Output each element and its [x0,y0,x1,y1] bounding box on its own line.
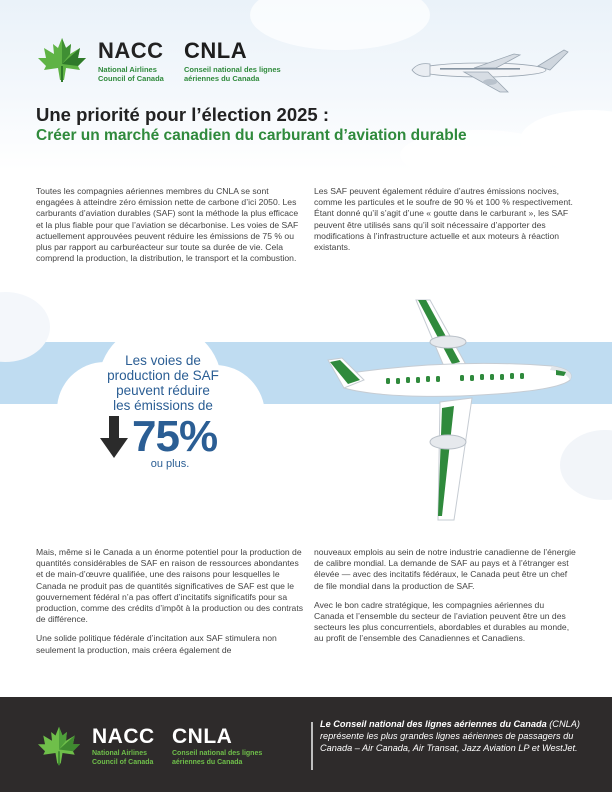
stat-figure [100,412,260,462]
airplane-illustration-small [404,48,572,94]
logo-name-en-line2: Council of Canada [98,73,164,83]
maple-leaf-icon [36,725,82,767]
logo-name-fr-line2: aériennes du Canada [184,73,260,83]
footer-logo-name-en-line2: Council of Canada [92,758,154,766]
footer-logo-name-en-line1: National Airlines [92,750,147,757]
logo-name-fr-line1: Conseil national des lignes [184,64,281,74]
stat-suffix: ou plus. [150,458,190,470]
intro-left-column [36,186,306,272]
footer-text: (CNLA) représente les plus grandes lignes aériennes de passagers du Canada – Air Canada, Air Transat, Jazz Aviation LP et WestJet. [320,719,580,753]
footer-logo-acronym-en: NACC [92,725,155,748]
body-left-paragraph-2: Une solide politique fédérale d’incitation aux SAF stimulera non seulement la production, mais créera également de [36,633,277,655]
footer-logo-acronym-fr: CNLA [172,725,233,748]
body-right-column [314,547,576,653]
body-right-paragraph-1: nouveaux emplois au sein de notre industrie canadienne de l’énergie de calibre mondial. La demande de SAF au pays et à l’étranger est élevée — avec des incitatifs fédéraux, le Canada peut être un chef de file mondial dans la production de SAF. [314,547,576,591]
body-right-paragraph-2: Avec le bon cadre stratégique, les compagnies aériennes du Canada et l’ensemble du secteur de l’aviation peuvent être un des secteurs les plus concurrentiels, abordables et durables au monde, au profit de l’ensemble des Canadiennes et Canadiens. [314,599,570,644]
stat-line-4: les émissions de [113,398,213,413]
stat-line-1: Les voies de [125,353,201,368]
logo-name-fr [184,65,281,83]
page-subtitle: Créer un marché canadien du carburant d’aviation durable [36,127,467,144]
intro-right-paragraph: Les SAF peuvent également réduire d’autres émissions nocives, comme les particules et le soufre de 90 % et 100 % respectivement. Étant donné qu’il s’agit d’une « goutte dans le carburant », les SAF peuvent être utilisés sans qu’il soit nécessaire d’apporter des modifications à l’infrastructure actuelle et aux moteurs à réaction existants. [314,186,573,253]
down-arrow-icon [100,416,128,458]
stat-value: 75% [132,412,218,461]
body-left-column [36,547,306,664]
footer-divider [311,722,313,770]
logo-acronym-en: NACC [98,37,164,63]
page-title: Une priorité pour l’élection 2025 : [36,104,329,125]
logo [36,36,281,84]
logo-name-en [98,65,184,83]
footer-description [320,718,582,754]
footer-logo-names [92,725,262,767]
stat-line-3: peuvent réduire [116,383,210,398]
stat-line-2: production de SAF [107,368,219,383]
maple-leaf-icon [36,36,88,84]
footer-lead: Le Conseil national des lignes aériennes du Canada [320,719,547,729]
intro-right-column [314,186,576,261]
logo-name-en-line1: National Airlines [98,64,157,74]
footer-logo-name-en [92,750,172,767]
intro-left-paragraph: Toutes les compagnies aériennes membres du CNLA se sont engagées à atteindre zéro émission nette de carbone d’ici 2050. Les carburants d’aviation durables (SAF) sont la méthode la plus efficace et la plus fiable pour que l’aviation se décarbonise. Les voies de SAF actuellement approuvées peuvent réduire les émissions de 75 % ou plus par rapport au carburéacteur sur toute sa durée de vie. Cela comprend la production, la distribution, le transport et la combustion. [36,186,299,264]
logo-acronym-fr: CNLA [184,37,248,63]
footer-logo-name-fr-line2: aériennes du Canada [172,758,243,766]
logo-names [98,38,281,83]
stat-text [88,353,238,413]
airplane-illustration [320,292,580,524]
footer-logo-name-fr-line1: Conseil national des lignes [172,750,263,757]
body-left-paragraph-1: Mais, même si le Canada a un énorme potentiel pour la production de quantités considérables de SAF en raison de ressources abondantes et de main-d’œuvre qualifiée, une des raisons pour lesquelles le Canada ne produit pas de quantités significatives de SAF est que le gouvernement fédéral n’a pas offert d’incitatifs significatifs pour sa production, comme des crédits d’impôt à la production ou des contrats de différence. [36,547,304,625]
footer-logo-name-fr [172,750,262,767]
footer-logo [36,725,262,767]
